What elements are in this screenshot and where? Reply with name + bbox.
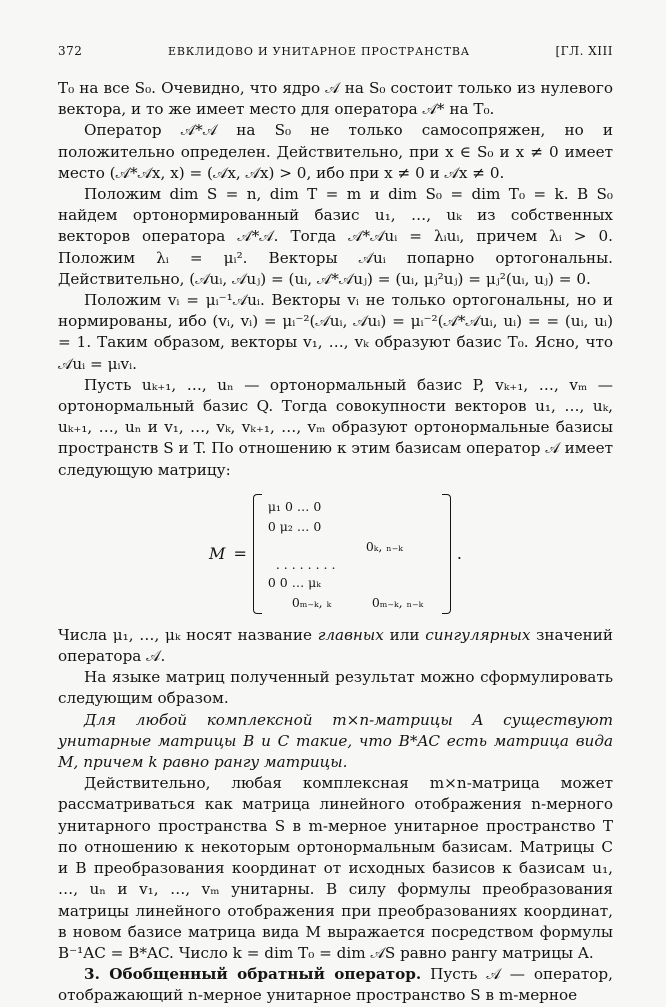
matrix-period: . xyxy=(456,544,462,564)
page-number: 372 xyxy=(58,44,83,58)
theorem-statement: Для любой комплексной m×n-матрицы A существуют унитарные матрицы B и C такие, что B*AC есть матрица вида M, причем k равно рангу матрицы. xyxy=(58,710,613,772)
matrix-row-1: μ₁ 0 … 0 xyxy=(267,498,322,514)
singular-text-b: или xyxy=(383,625,426,644)
term-principal: главных xyxy=(317,625,384,644)
matrix-dots: . . . . . . . . xyxy=(275,556,336,572)
matrix-block-top-right: 0ₖ, ₙ₋ₖ xyxy=(365,538,403,554)
book-page xyxy=(58,44,613,1007)
matrix-row-4: 0 0 … μₖ xyxy=(267,574,321,590)
matrix-label: M xyxy=(209,544,226,564)
matrix-block-bottom-left: 0ₘ₋ₖ, ₖ xyxy=(291,594,332,610)
section-text: Пусть 𝒜 — оператор, отображающий n-мерное унитарное пространство S в m-мерное xyxy=(58,965,613,1005)
paragraph-positive-definite: Оператор 𝒜*𝒜 на S₀ не только самосопряжен, но и положительно определен. Действительно, при x ∈ S₀ и x ≠ 0 имеет место (𝒜*𝒜x, x) = (𝒜x, 𝒜x) > 0, ибо при x ≠ 0 и 𝒜x ≠ 0. xyxy=(58,121,613,182)
chapter-label: [ГЛ. XIII xyxy=(555,44,613,58)
paragraph-orthonormal-basis: Положим dim S = n, dim T = m и dim S₀ = dim T₀ = k. В S₀ найдем ортонормированный базис u₁, …, uₖ из собственных векторов оператора 𝒜*𝒜. Тогда 𝒜*𝒜uᵢ = λᵢuᵢ, причем λᵢ > 0. Положим λᵢ = μᵢ². Векторы 𝒜uᵢ попарно ортогональны. Действительно, (𝒜uᵢ, 𝒜uⱼ) = (uᵢ, 𝒜*𝒜uⱼ) = (uᵢ, μⱼ²uⱼ) = μⱼ²(uᵢ, uⱼ) = 0. xyxy=(58,185,613,288)
paragraph-singular-values xyxy=(58,625,613,667)
left-bracket xyxy=(253,494,262,614)
paragraph-proof: Действительно, любая комплексная m×n-матрица может рассматриваться как матрица линейного отображения n-мерного унитарного пространства S в m-мерное унитарное пространство T по отношению к некоторым ортонормальным базисам. Матрицы C и B преобразования координат от исходных базисов к базисам u₁, …, uₙ и v₁, …, vₘ унитарны. В силу формулы преобразования матрицы линейного отображения при преобразованиях координат, в новом базисе матрица вида M выражается посредством формулы B⁻¹AC = B*AC. Число k = dim T₀ = dim 𝒜S равно рангу матрицы A. xyxy=(58,774,613,962)
running-title: ЕВКЛИДОВО И УНИТАРНОЕ ПРОСТРАНСТВА xyxy=(168,45,470,58)
running-header xyxy=(58,44,613,58)
paragraph-bases: Пусть uₖ₊₁, …, uₙ — ортонормальный базис P, vₖ₊₁, …, vₘ — ортонормальный базис Q. Тогда совокупности векторов u₁, …, uₖ, uₖ₊₁, …, uₙ и v₁, …, vₖ, vₖ₊₁, …, vₘ образуют ортонормальные базисы пространств S и T. По отношению к этим базисам оператор 𝒜 имеет следующую матрицу: xyxy=(58,375,613,479)
matrix-body xyxy=(262,495,442,613)
paragraph-matrix-language: На языке матриц полученный результат можно сформулировать следующим образом. xyxy=(58,668,613,708)
matrix-block-bottom-right: 0ₘ₋ₖ, ₙ₋ₖ xyxy=(371,594,424,610)
paragraph-continuation: T₀ на все S₀. Очевидно, что ядро 𝒜 на S₀ состоит только из нулевого вектора, и то же имеет место для оператора 𝒜* на T₀. xyxy=(58,79,613,119)
paragraph-normalized-vectors: Положим vᵢ = μᵢ⁻¹𝒜uᵢ. Векторы vᵢ не только ортогональны, но и нормированы, ибо (vᵢ, vᵢ) = μᵢ⁻²(𝒜uᵢ, 𝒜uᵢ) = μᵢ⁻²(𝒜*𝒜uᵢ, uᵢ) = = (uᵢ, uᵢ) = 1. Таким образом, векторы v₁, …, vₖ образуют базис T₀. Ясно, что 𝒜uᵢ = μᵢvᵢ. xyxy=(58,291,613,373)
singular-text-c: значений оператора 𝒜. xyxy=(58,625,613,666)
term-singular: сингулярных xyxy=(425,625,531,644)
section-heading: 3. Обобщенный обратный оператор. xyxy=(84,965,422,984)
paragraph-section-3 xyxy=(58,964,613,1006)
matrix-row-2: 0 μ₂ … 0 xyxy=(267,518,322,534)
singular-text-a: Числа μ₁, …, μₖ носят название xyxy=(58,625,318,644)
equals-sign: = xyxy=(233,544,247,564)
matrix-formula xyxy=(58,493,613,615)
right-bracket xyxy=(442,494,451,614)
